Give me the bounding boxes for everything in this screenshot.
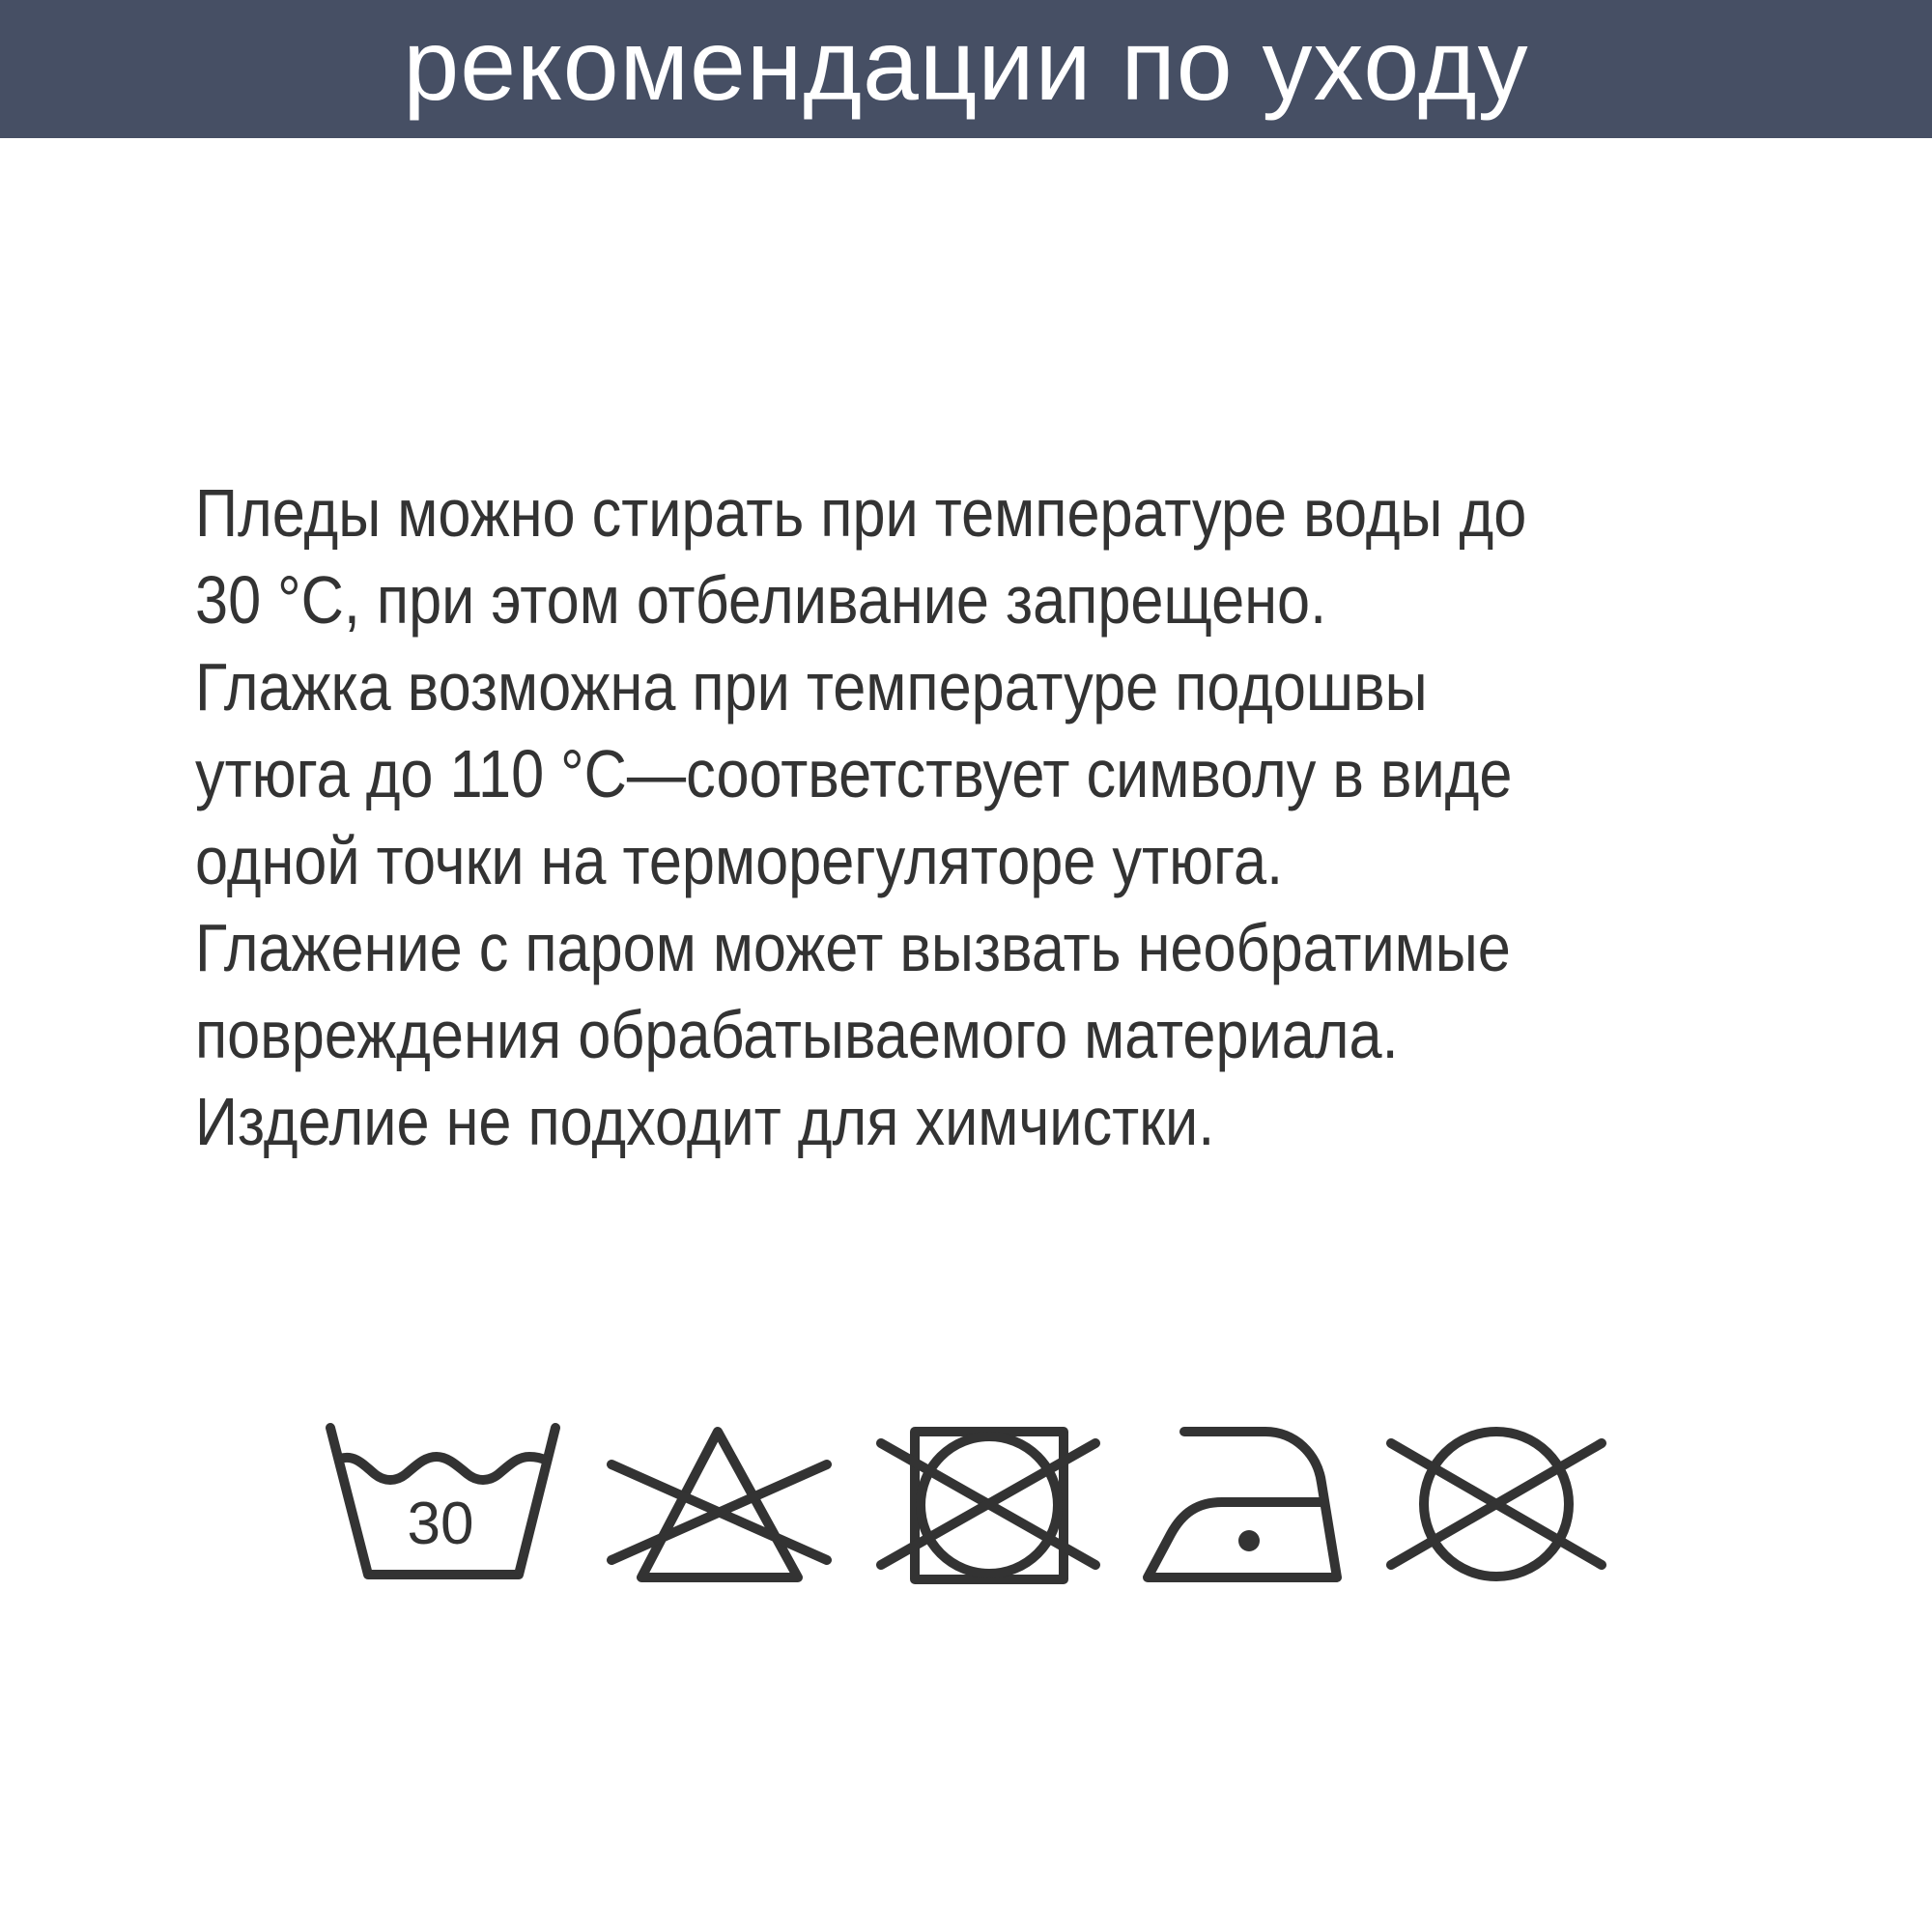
iron-low-heat-icon xyxy=(1148,1432,1337,1577)
no-dry-clean-icon xyxy=(1391,1432,1602,1577)
wash-30-icon xyxy=(330,1428,555,1575)
wash-temperature-label: 30 xyxy=(407,1491,474,1557)
care-line: повреждения обрабатываемого материала. xyxy=(195,997,1399,1072)
care-description xyxy=(195,469,1526,1165)
care-line: Пледы можно стирать при температуре воды до xyxy=(195,475,1527,551)
care-line: одной точки на терморегуляторе утюга. xyxy=(195,823,1284,898)
no-bleach-icon xyxy=(611,1432,827,1577)
no-tumble-dry-icon xyxy=(881,1432,1095,1579)
care-line: Глажка возможна при температуре подошвы xyxy=(195,649,1428,724)
care-line: утюга до 110 °C—соответствует символу в виде xyxy=(195,736,1513,811)
care-line: Глажение с паром может вызвать необратимые xyxy=(195,910,1511,985)
care-line: Изделие не подходит для химчистки. xyxy=(195,1084,1215,1159)
page-title: рекомендации по уходу xyxy=(403,10,1529,122)
header-banner xyxy=(0,0,1932,138)
iron-dot xyxy=(1238,1530,1260,1551)
care-line: 30 °C, при этом отбеливание запрещено. xyxy=(195,562,1327,638)
